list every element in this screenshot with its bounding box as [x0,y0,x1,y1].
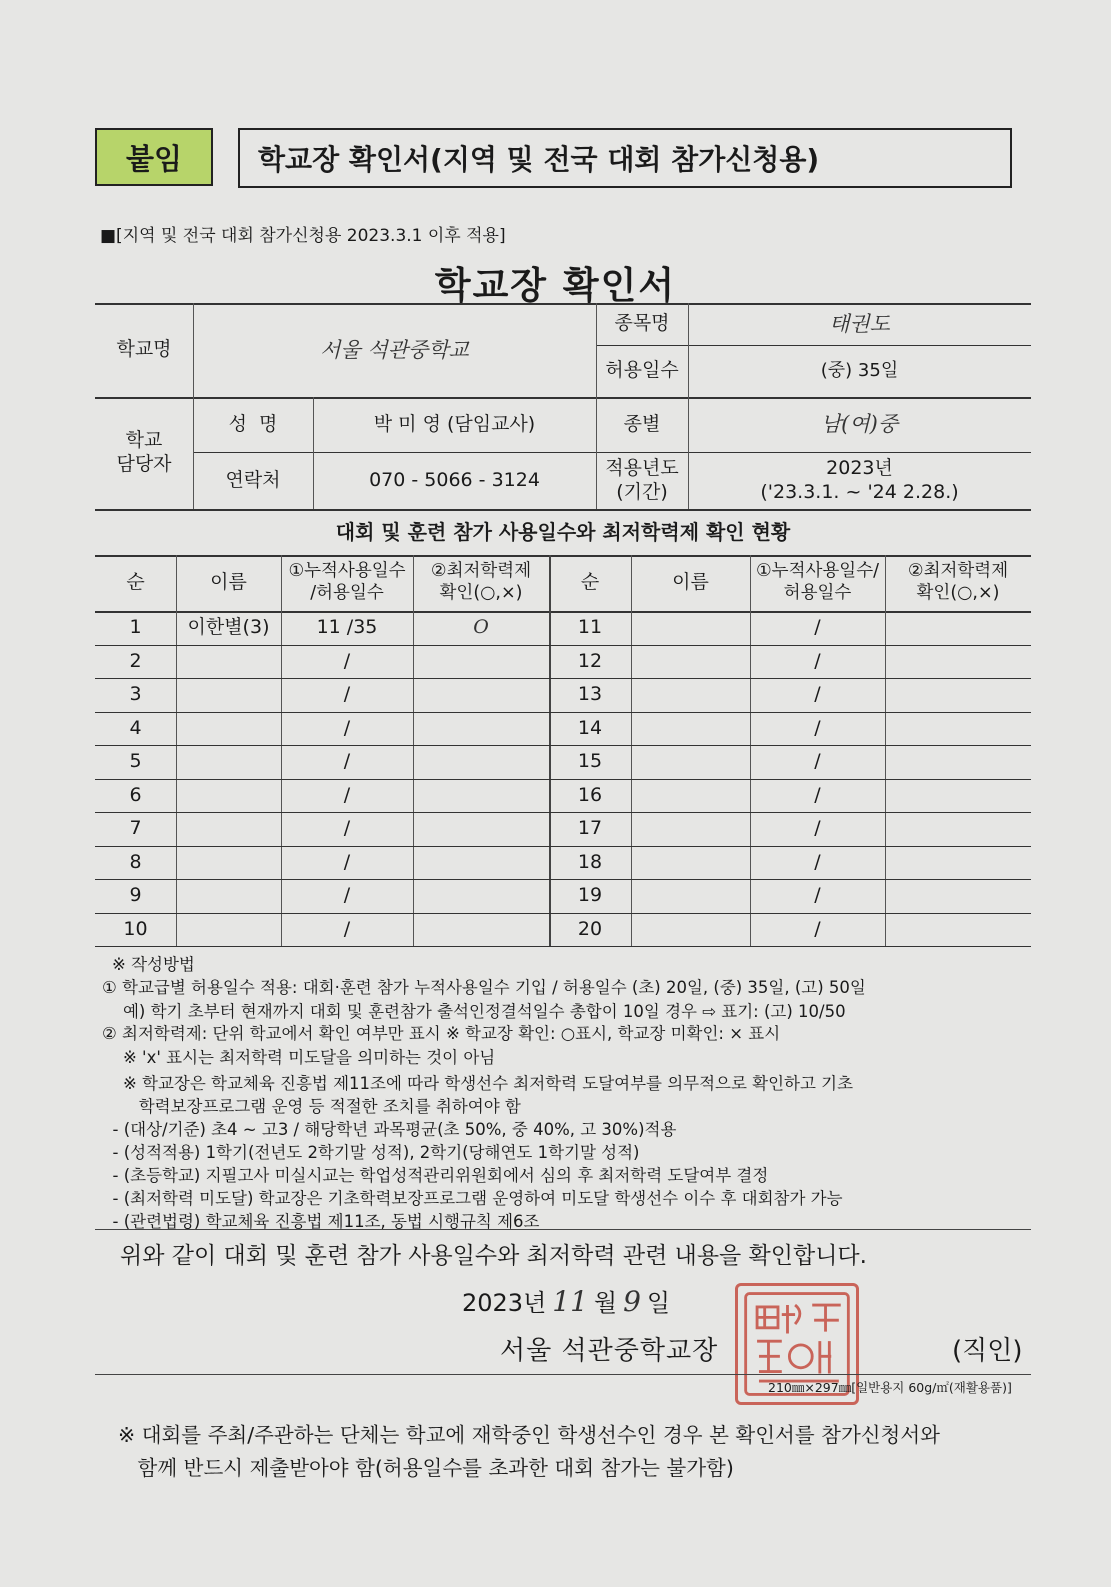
status-cell-d1: / [343,717,351,740]
manager-name-value: 박 미 영 (담임교사) [373,412,536,435]
status-cell-n1: 2 [129,650,142,673]
instruction-line: - (최저학력 미도달) 학교장은 기초학력보장프로그램 운영하여 미도달 학생선수 이수 후 대회참가 가능 [102,1189,843,1208]
status-cell-n2: 13 [577,683,603,706]
status-cell-name1 [176,913,281,947]
status-cell-n2: 19 [577,884,603,907]
status-cell-name1 [176,879,281,913]
header-days-right: ①누적사용일수/ 허용일수 [755,561,879,603]
confirmation-date [462,1283,670,1318]
instruction-line: - (관련법령) 학교체육 진흥법 제11조, 동법 시행규칙 제6조 [102,1212,540,1231]
status-cell-d1: / [343,784,351,807]
status-cell-c1 [413,812,549,846]
status-cell-n2: 17 [577,817,603,840]
status-cell-c2 [885,712,1031,746]
status-cell-c1 [413,712,549,746]
instruction-line: ① 학교급별 허용일수 적용: 대회·훈련 참가 누적사용일수 기입 / 허용일수 (초) 20일, (중) 35일, (고) 50일 [102,978,866,997]
status-cell-name2 [631,812,750,846]
status-cell-name2 [631,846,750,880]
date-day: 9 [623,1285,641,1318]
day-unit: 일 [646,1289,671,1317]
gender-label: 종별 [623,412,661,435]
status-cell-name1 [176,779,281,813]
status-cell-c1 [413,879,549,913]
instruction-line: - (대상/기준) 초4 ~ 고3 / 해당학년 과목평균(초 50%, 중 40%, 고 30%)적용 [102,1120,677,1139]
status-cell-c1 [413,745,549,779]
status-cell-c2 [885,913,1031,947]
status-cell-name1 [176,846,281,880]
header-name-left: 이름 [210,571,247,594]
status-cell-d2: / [814,650,821,673]
status-cell-c2 [885,779,1031,813]
school-name-value: 서울 석관중학교 [320,337,469,362]
allowed-days-value: (중) 35일 [820,359,899,381]
manager-label: 학교 담당자 [116,429,172,475]
seal-label: (직인) [952,1336,1023,1366]
year-cell [688,452,1031,509]
status-cell-n1: 1 [129,616,142,639]
status-cell-name1 [176,678,281,712]
status-cell-d2: / [814,817,821,840]
status-cell-n2: 12 [577,650,603,673]
status-cell-c2 [885,611,1031,645]
paper-spec: 210㎜×297㎜[일반용지 60g/㎡(재활용품)] [768,1380,1012,1395]
event-label: 종목명 [614,312,670,335]
instructions-heading: ※ 작성방법 [112,955,195,974]
status-cell-d2: / [814,616,821,639]
status-cell-c2 [885,879,1031,913]
status-cell-c1: O [473,616,489,639]
status-cell-c1 [413,846,549,880]
year-label: 적용년도 (기간) [605,456,679,503]
status-cell-c1 [413,645,549,679]
apply-note: ■[지역 및 전국 대회 참가신청용 2023.3.1 이후 적용] [100,226,506,246]
status-cell-name2 [631,779,750,813]
date-year: 2023년 [462,1289,547,1317]
status-cell-n2: 16 [577,784,603,807]
status-cell-name2 [631,745,750,779]
status-cell-d2: / [814,918,821,941]
school-name-label: 학교명 [116,338,172,361]
status-cell-name1 [176,645,281,679]
instruction-line: 예) 학기 초부터 현재까지 대회 및 훈련참가 출석인정결석일수 총합이 10일 경우 ⇨ 표기: (고) 10/50 [102,1002,846,1021]
month-unit: 월 [593,1289,618,1317]
date-month: 11 [552,1285,588,1318]
status-cell-name2 [631,913,750,947]
status-cell-c1 [413,779,549,813]
status-cell-name1 [176,812,281,846]
status-cell-d2: / [814,750,821,773]
instruction-line: - (초등학교) 지필고사 미실시교는 학업성적관리위원회에서 심의 후 최저학력 도달여부 결정 [102,1166,769,1185]
instruction-line: ② 최저학력제: 단위 학교에서 확인 여부만 표시 ※ 학교장 확인: ○표시, 학교장 미확인: × 표시 [102,1024,781,1043]
instruction-line: ※ 'x' 표시는 최저학력 미도달을 의미하는 것이 아님 [102,1048,496,1067]
status-cell-d1: / [343,683,351,706]
status-cell-name1: 이한별(3) [187,616,270,639]
status-cell-d2: / [814,717,821,740]
status-cell-n2: 20 [577,918,603,941]
status-cell-d1: / [343,851,351,874]
status-cell-d2: / [814,851,821,874]
event-value: 태권도 [829,311,890,336]
status-cell-name2 [631,712,750,746]
status-cell-n2: 14 [577,717,603,740]
instruction-line: ※ 학교장은 학교체육 진흥법 제11조에 따라 학생선수 최저학력 도달여부를 의무적으로 확인하고 기초 [102,1074,854,1093]
status-cell-n1: 5 [129,750,142,773]
status-cell-name1 [176,712,281,746]
year-value: 2023년 [826,456,893,479]
header-check-right: ②최저학력제 확인(○,×) [907,561,1009,603]
header-check-left: ②최저학력제 확인(○,×) [430,561,532,603]
header-name-right: 이름 [672,571,709,594]
status-cell-n1: 6 [129,784,142,807]
status-cell-d2: / [814,784,821,807]
status-cell-c1 [413,913,549,947]
status-cell-d1: / [343,884,351,907]
instruction-line: - (성적적용) 1학기(전년도 2학기말 성적), 2학기(당해연도 1학기말 성적) [102,1143,640,1162]
status-cell-name1 [176,745,281,779]
header-no-right: 순 [580,571,600,594]
status-cell-d1: / [343,650,351,673]
manager-name-label: 성 명 [228,412,278,435]
instruction-line: 학력보장프로그램 운영 등 적절한 조치를 취하여야 함 [102,1097,521,1116]
status-cell-c2 [885,846,1031,880]
header-days-left: ①누적사용일수 /허용일수 [288,561,406,603]
status-cell-n1: 3 [129,683,142,706]
status-cell-n2: 11 [577,616,603,639]
status-cell-d1: 11 /35 [316,616,378,639]
status-cell-d1: / [343,918,351,941]
status-cell-d1: / [343,817,351,840]
gender-value: 남(여)중 [820,412,899,437]
status-cell-name2 [631,678,750,712]
status-cell-c2 [885,678,1031,712]
period-value: ('23.3.1. ~ '24 2.28.) [760,480,959,503]
status-cell-c1 [413,678,549,712]
status-cell-name2 [631,611,750,645]
status-cell-c2 [885,645,1031,679]
status-cell-name2 [631,879,750,913]
status-cell-c2 [885,745,1031,779]
footer-line-2: 함께 반드시 제출받아야 함(허용일수를 초과한 대회 참가는 불가함) [118,1456,734,1480]
attachment-title: 학교장 확인서(지역 및 전국 대회 참가신청용) [238,128,1012,188]
footer-line-1: ※ 대회를 주최/주관하는 단체는 학교에 재학중인 학생선수인 경우 본 확인서를 참가신청서와 [118,1423,940,1447]
allowed-days-label: 허용일수 [605,359,679,382]
status-cell-n2: 15 [577,750,603,773]
status-cell-n1: 4 [129,717,142,740]
contact-value: 070 - 5066 - 3124 [369,468,540,491]
confirmation-statement: 위와 같이 대회 및 훈련 참가 사용일수와 최저학력 관련 내용을 확인합니다. [120,1243,867,1269]
attachment-tag: 붙임 [95,128,213,186]
principal-name: 서울 석관중학교장 [500,1336,719,1366]
status-cell-name2 [631,645,750,679]
status-cell-c2 [885,812,1031,846]
status-cell-n1: 9 [129,884,142,907]
status-cell-n1: 10 [123,918,148,941]
status-cell-n2: 18 [577,851,603,874]
status-cell-n1: 7 [129,817,142,840]
status-cell-d2: / [814,683,821,706]
status-title: 대회 및 훈련 참가 사용일수와 최저학력제 확인 현황 [335,519,791,544]
header-no-left: 순 [126,571,145,594]
document-title: 학교장 확인서 [434,264,677,307]
status-cell-d1: / [343,750,351,773]
status-cell-n1: 8 [129,851,142,874]
status-cell-d2: / [814,884,821,907]
contact-label: 연락처 [225,468,281,491]
